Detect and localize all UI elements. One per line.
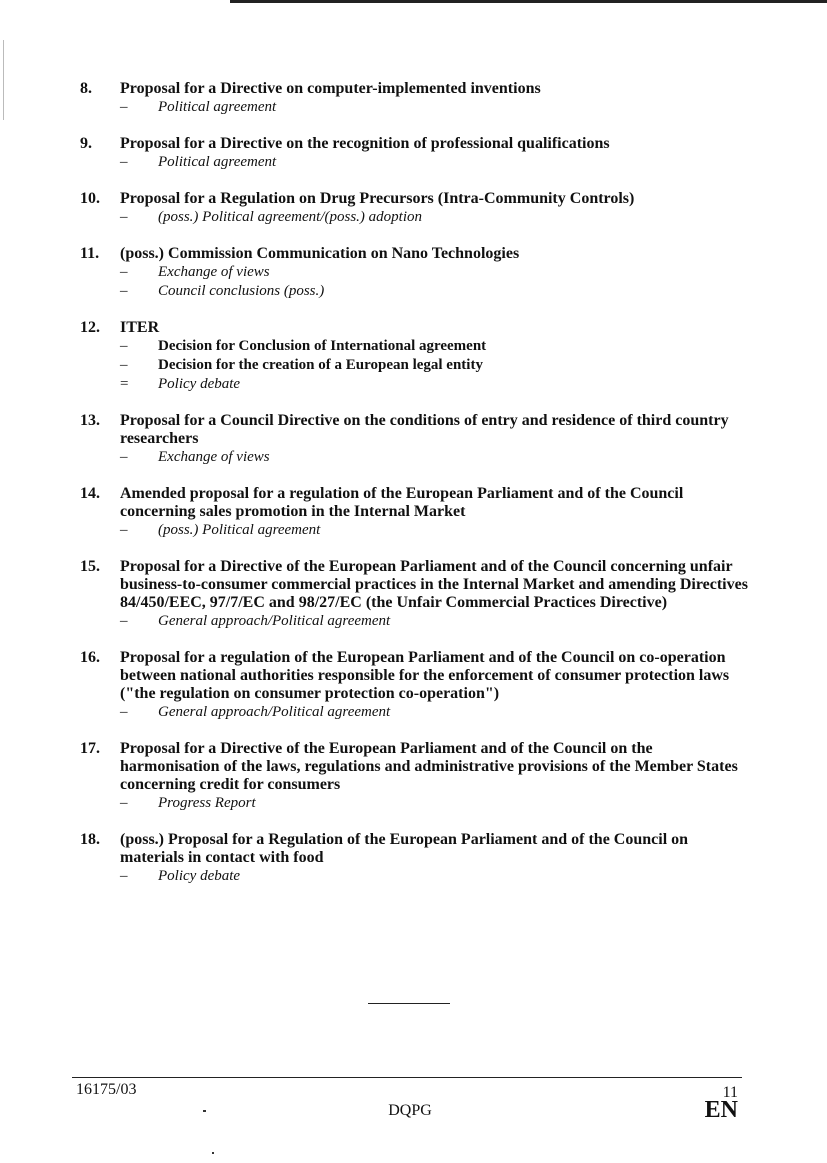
agenda-item (80, 80, 780, 117)
subpoint-text: General approach/Political agreement (158, 704, 391, 720)
dash-bullet: – (120, 357, 128, 373)
dash-bullet: – (120, 868, 128, 884)
item-number: 12. (80, 319, 100, 336)
subpoint-text: Decision for the creation of a European legal entity (158, 357, 483, 373)
agenda-item (80, 190, 780, 227)
subpoint-text: Council conclusions (poss.) (158, 283, 325, 299)
item-number: 10. (80, 190, 100, 207)
item-title: Amended proposal for a regulation of the European Parliament and of the Council concerning sales promotion in the Internal Market (120, 485, 684, 520)
subpoint-text: Political agreement (158, 154, 277, 170)
dash-bullet: – (120, 264, 128, 280)
subpoint-text: Decision for Conclusion of International agreement (158, 338, 487, 354)
dash-bullet: – (120, 449, 128, 465)
item-title: Proposal for a Council Directive on the conditions of entry and residence of third country researchers (120, 412, 729, 447)
dash-bullet: – (120, 795, 128, 811)
subpoint-text: Policy debate (158, 868, 241, 884)
document-reference: 16175/03 (76, 1081, 137, 1098)
item-number: 11. (80, 245, 100, 262)
item-number: 9. (80, 135, 92, 152)
item-subpoint (120, 208, 780, 227)
agenda-list (80, 80, 780, 904)
item-subpoint (120, 521, 780, 540)
dash-bullet: – (120, 99, 128, 115)
item-subpoint (120, 98, 780, 117)
item-subpoint (120, 375, 780, 394)
department-code: DQPG (388, 1102, 432, 1119)
top-rule (230, 0, 827, 3)
dash-bullet: – (120, 283, 128, 299)
item-title: Proposal for a Directive of the European Parliament and of the Council concerning unfair business-to-consumer commercial practices in the Internal Market and amending Directives 84/450/EEC, 97/7/EC and 98/27/EC (the Unfair Commercial Practices Directive) (120, 558, 748, 611)
subpoint-text: Progress Report (158, 795, 256, 811)
agenda-item (80, 485, 780, 540)
item-number: 18. (80, 831, 100, 848)
item-title: Proposal for a regulation of the European Parliament and of the Council on co-operation between national authorities responsible for the enforcement of consumer protection laws ("the regulation on consumer protection co-operation") (120, 649, 730, 702)
item-title: Proposal for a Directive on the recognition of professional qualifications (120, 135, 610, 152)
item-number: 8. (80, 80, 92, 97)
item-title: Proposal for a Directive of the European Parliament and of the Council on the harmonisation of the laws, regulations and administrative provisions of the Member States concerning credit for consumers (120, 740, 738, 793)
page-number: 11 (722, 1084, 738, 1101)
end-of-list-rule (368, 1003, 450, 1004)
dash-bullet: – (120, 613, 128, 629)
scan-speck (212, 1152, 214, 1154)
item-subpoint (120, 794, 780, 813)
agenda-item (80, 831, 780, 886)
dash-bullet: – (120, 338, 128, 354)
item-number: 13. (80, 412, 100, 429)
dash-bullet: – (120, 704, 128, 720)
agenda-item (80, 558, 780, 631)
item-number: 15. (80, 558, 100, 575)
subpoint-text: Policy debate (158, 376, 241, 392)
scan-margin-mark (3, 40, 4, 120)
dash-bullet: – (120, 522, 128, 538)
agenda-item (80, 319, 780, 394)
item-title: (poss.) Proposal for a Regulation of the European Parliament and of the Council on materials in contact with food (120, 831, 689, 866)
subpoint-text: Exchange of views (158, 264, 270, 280)
footer-rule (72, 1077, 742, 1078)
item-subpoint (120, 448, 780, 467)
subpoint-text: General approach/Political agreement (158, 613, 391, 629)
dash-bullet: – (120, 154, 128, 170)
agenda-item (80, 649, 780, 722)
item-number: 16. (80, 649, 100, 666)
subpoint-text: (poss.) Political agreement/(poss.) adoption (158, 209, 422, 225)
subpoint-text: Exchange of views (158, 449, 270, 465)
item-title: (poss.) Commission Communication on Nano Technologies (120, 245, 520, 262)
item-subpoint (120, 703, 780, 722)
item-title: Proposal for a Directive on computer-implemented inventions (120, 80, 541, 97)
scan-speck (203, 1110, 206, 1112)
subpoint-text: Political agreement (158, 99, 277, 115)
item-number: 14. (80, 485, 100, 502)
agenda-item (80, 245, 780, 301)
item-subpoint (120, 263, 780, 282)
item-subpoint (120, 867, 780, 886)
agenda-item (80, 135, 780, 172)
item-number: 17. (80, 740, 100, 757)
item-subpoint (120, 337, 780, 356)
subpoint-text: (poss.) Political agreement (158, 522, 321, 538)
equals-bullet: = (120, 376, 129, 392)
item-subpoint (120, 153, 780, 172)
item-subpoint (120, 282, 780, 301)
item-title: ITER (120, 319, 160, 336)
item-subpoint (120, 612, 780, 631)
dash-bullet: – (120, 209, 128, 225)
language-code: EN (704, 1097, 738, 1123)
agenda-item (80, 412, 780, 467)
item-title: Proposal for a Regulation on Drug Precursors (Intra-Community Controls) (120, 190, 635, 207)
item-subpoint (120, 356, 780, 375)
agenda-item (80, 740, 780, 813)
